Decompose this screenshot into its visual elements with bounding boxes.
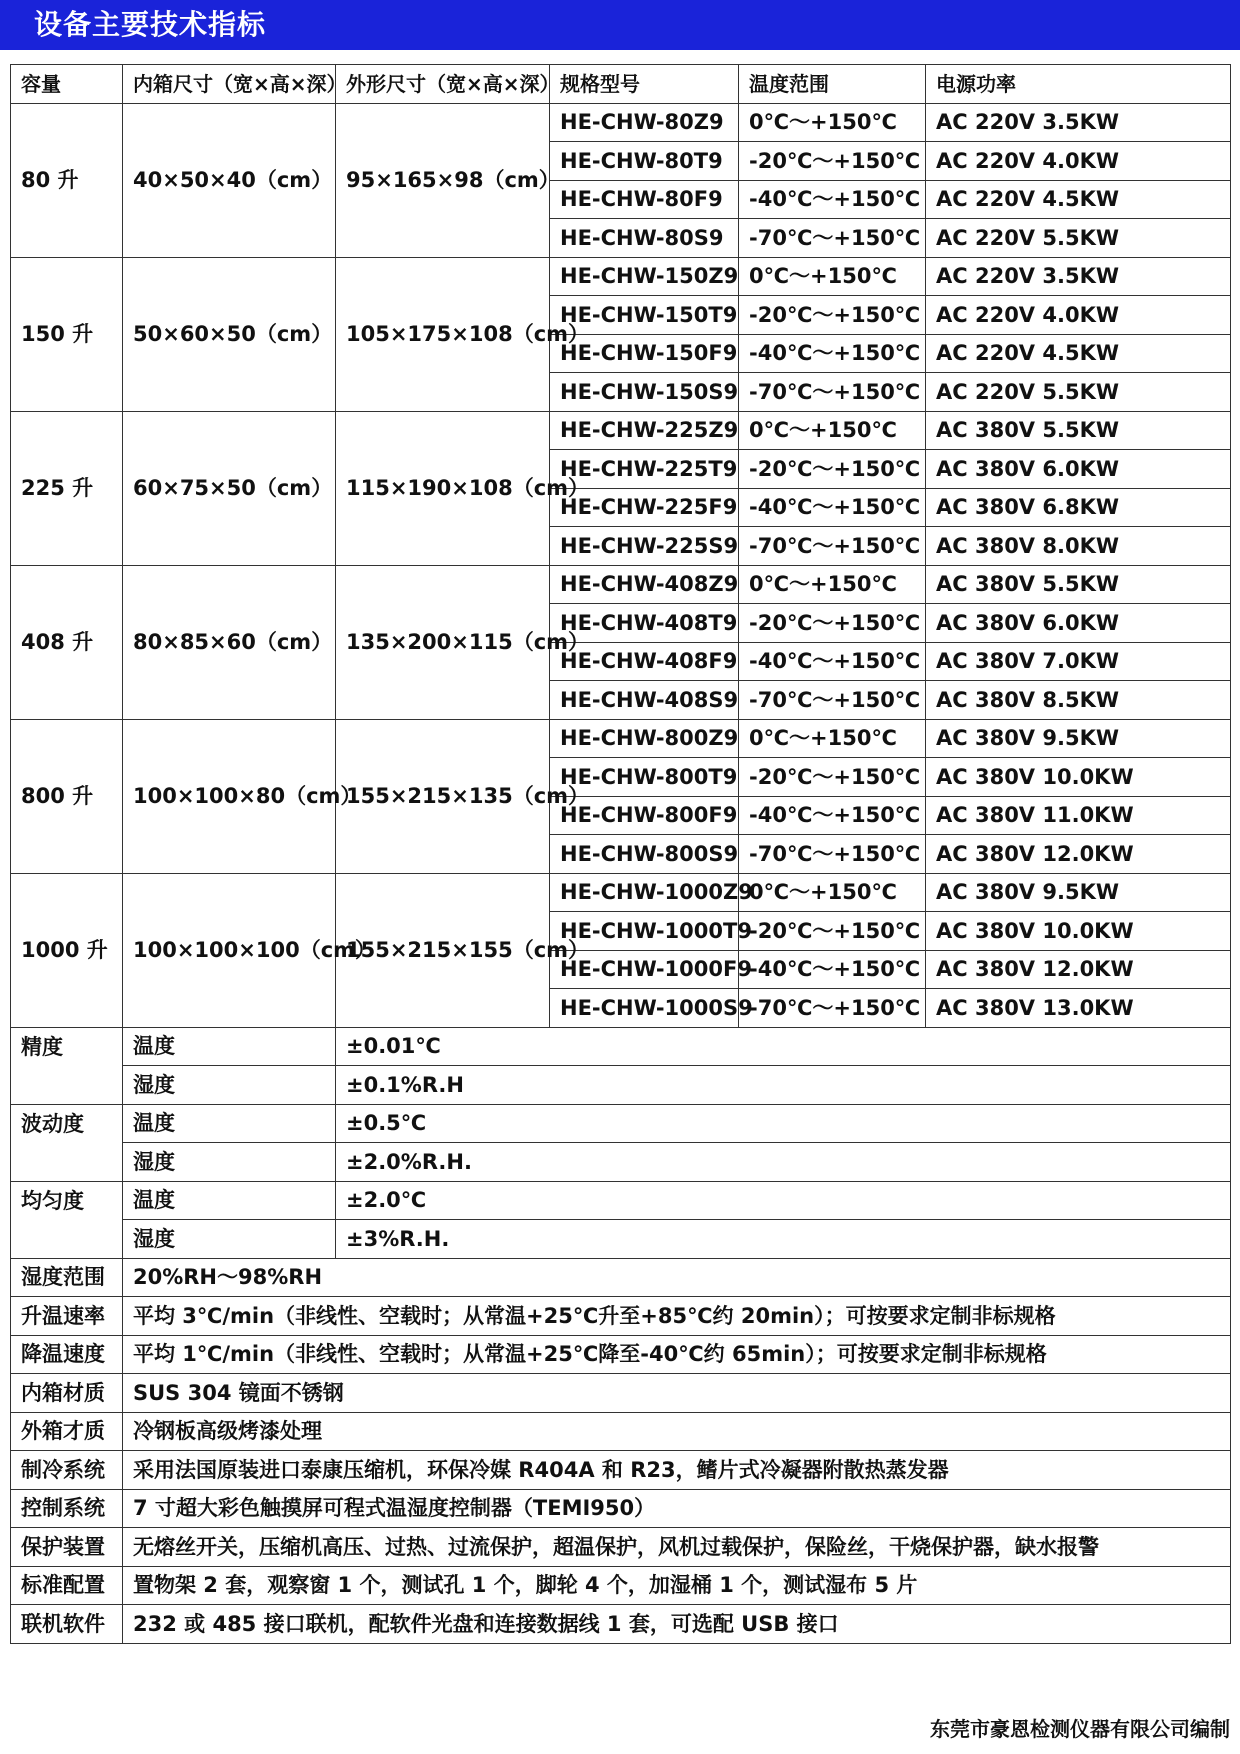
sub-spec-value: ±0.5℃: [336, 1104, 1231, 1143]
power-cell: AC 220V 5.5KW: [926, 219, 1231, 258]
model-cell: HE-CHW-1000Z9: [550, 873, 739, 912]
capacity-cell: 150 升: [11, 257, 123, 411]
spec-row: [11, 1451, 1231, 1490]
model-cell: HE-CHW-80Z9: [550, 103, 739, 142]
power-cell: AC 220V 3.5KW: [926, 257, 1231, 296]
model-row: [11, 103, 1231, 142]
column-header: 内箱尺寸（宽×高×深）: [123, 65, 336, 104]
model-cell: HE-CHW-800S9: [550, 835, 739, 874]
temperature-range-cell: -70℃～+150℃: [739, 527, 926, 566]
spec-row: [11, 1605, 1231, 1644]
power-cell: AC 220V 4.5KW: [926, 334, 1231, 373]
power-cell: AC 380V 8.5KW: [926, 681, 1231, 720]
model-cell: HE-CHW-408S9: [550, 681, 739, 720]
power-cell: AC 380V 12.0KW: [926, 950, 1231, 989]
inner-size-cell: 40×50×40（cm）: [123, 103, 336, 257]
header-bar: [0, 0, 1240, 50]
spec-row: [11, 1297, 1231, 1336]
temperature-range-cell: -70℃～+150℃: [739, 835, 926, 874]
outer-size-cell: 115×190×108（cm）: [336, 411, 550, 565]
power-cell: AC 380V 10.0KW: [926, 758, 1231, 797]
temperature-range-cell: -40℃～+150℃: [739, 642, 926, 681]
spec-row: [11, 1412, 1231, 1451]
sub-spec-row: [11, 1143, 1231, 1182]
spec-row: [11, 1528, 1231, 1567]
model-row: [11, 257, 1231, 296]
sub-spec-name: 湿度: [123, 1220, 336, 1259]
page-title: 设备主要技术指标: [34, 8, 267, 41]
inner-size-cell: 100×100×100（cm）: [123, 873, 336, 1027]
capacity-cell: 800 升: [11, 719, 123, 873]
temperature-range-cell: -70℃～+150℃: [739, 989, 926, 1028]
model-cell: HE-CHW-150Z9: [550, 257, 739, 296]
model-cell: HE-CHW-225Z9: [550, 411, 739, 450]
power-cell: AC 380V 9.5KW: [926, 719, 1231, 758]
spec-row: [11, 1258, 1231, 1297]
model-cell: HE-CHW-150F9: [550, 334, 739, 373]
outer-size-cell: 95×165×98（cm）: [336, 103, 550, 257]
spec-value: 平均 1℃/min（非线性、空载时；从常温+25℃降至-40℃约 65min）；可按要求定制非标规格: [123, 1335, 1231, 1374]
spec-label: 控制系统: [11, 1489, 123, 1528]
outer-size-cell: 155×215×135（cm）: [336, 719, 550, 873]
model-row: [11, 873, 1231, 912]
temperature-range-cell: -40℃～+150℃: [739, 334, 926, 373]
spec-label: 外箱才质: [11, 1412, 123, 1451]
spec-label: 降温速度: [11, 1335, 123, 1374]
temperature-range-cell: -20℃～+150℃: [739, 604, 926, 643]
model-cell: HE-CHW-1000S9: [550, 989, 739, 1028]
inner-size-cell: 100×100×80（cm）: [123, 719, 336, 873]
model-row: [11, 411, 1231, 450]
sub-spec-name: 温度: [123, 1181, 336, 1220]
temperature-range-cell: -20℃～+150℃: [739, 912, 926, 951]
temperature-range-cell: 0℃～+150℃: [739, 257, 926, 296]
sub-spec-name: 温度: [123, 1104, 336, 1143]
column-header: 温度范围: [739, 65, 926, 104]
spec-value: 无熔丝开关，压缩机高压、过热、过流保护，超温保护，风机过载保护，保险丝，干烧保护器，缺水报警: [123, 1528, 1231, 1567]
spec-label: 标准配置: [11, 1566, 123, 1605]
inner-size-cell: 80×85×60（cm）: [123, 565, 336, 719]
spec-label: 内箱材质: [11, 1374, 123, 1413]
outer-size-cell: 135×200×115（cm）: [336, 565, 550, 719]
outer-size-cell: 155×215×155（cm）: [336, 873, 550, 1027]
model-cell: HE-CHW-800Z9: [550, 719, 739, 758]
power-cell: AC 380V 6.0KW: [926, 450, 1231, 489]
model-cell: HE-CHW-408Z9: [550, 565, 739, 604]
spec-table: [10, 64, 1231, 1644]
capacity-cell: 408 升: [11, 565, 123, 719]
power-cell: AC 380V 10.0KW: [926, 912, 1231, 951]
model-cell: HE-CHW-225F9: [550, 488, 739, 527]
power-cell: AC 380V 5.5KW: [926, 411, 1231, 450]
temperature-range-cell: -70℃～+150℃: [739, 219, 926, 258]
sub-spec-label: 精度: [11, 1027, 123, 1104]
model-cell: HE-CHW-408F9: [550, 642, 739, 681]
power-cell: AC 220V 3.5KW: [926, 103, 1231, 142]
table-header-row: [11, 65, 1231, 104]
power-cell: AC 380V 12.0KW: [926, 835, 1231, 874]
column-header: 规格型号: [550, 65, 739, 104]
spec-label: 升温速率: [11, 1297, 123, 1336]
model-cell: HE-CHW-225S9: [550, 527, 739, 566]
model-cell: HE-CHW-1000T9: [550, 912, 739, 951]
power-cell: AC 380V 5.5KW: [926, 565, 1231, 604]
column-header: 容量: [11, 65, 123, 104]
temperature-range-cell: 0℃～+150℃: [739, 103, 926, 142]
sub-spec-row: [11, 1220, 1231, 1259]
temperature-range-cell: 0℃～+150℃: [739, 719, 926, 758]
spec-label: 湿度范围: [11, 1258, 123, 1297]
inner-size-cell: 60×75×50（cm）: [123, 411, 336, 565]
power-cell: AC 380V 6.8KW: [926, 488, 1231, 527]
temperature-range-cell: -20℃～+150℃: [739, 450, 926, 489]
power-cell: AC 220V 4.5KW: [926, 180, 1231, 219]
model-cell: HE-CHW-800F9: [550, 796, 739, 835]
spec-row: [11, 1335, 1231, 1374]
sub-spec-label: 均匀度: [11, 1181, 123, 1258]
power-cell: AC 380V 6.0KW: [926, 604, 1231, 643]
model-cell: HE-CHW-150S9: [550, 373, 739, 412]
sub-spec-label: 波动度: [11, 1104, 123, 1181]
temperature-range-cell: -20℃～+150℃: [739, 142, 926, 181]
sub-spec-value: ±0.1%R.H: [336, 1066, 1231, 1105]
model-cell: HE-CHW-225T9: [550, 450, 739, 489]
sub-spec-name: 湿度: [123, 1066, 336, 1105]
power-cell: AC 220V 5.5KW: [926, 373, 1231, 412]
capacity-cell: 80 升: [11, 103, 123, 257]
sub-spec-value: ±3%R.H.: [336, 1220, 1231, 1259]
spec-value: 7 寸超大彩色触摸屏可程式温湿度控制器（TEMI950）: [123, 1489, 1231, 1528]
model-cell: HE-CHW-800T9: [550, 758, 739, 797]
model-cell: HE-CHW-150T9: [550, 296, 739, 335]
temperature-range-cell: -20℃～+150℃: [739, 296, 926, 335]
spec-label: 制冷系统: [11, 1451, 123, 1490]
sub-spec-name: 湿度: [123, 1143, 336, 1182]
model-cell: HE-CHW-408T9: [550, 604, 739, 643]
temperature-range-cell: 0℃～+150℃: [739, 873, 926, 912]
sub-spec-row: [11, 1027, 1231, 1066]
temperature-range-cell: -40℃～+150℃: [739, 950, 926, 989]
footer-credit: 东莞市豪恩检测仪器有限公司编制: [930, 1717, 1230, 1741]
spec-value: 采用法国原装进口泰康压缩机，环保冷媒 R404A 和 R23，鳍片式冷凝器附散热蒸发器: [123, 1451, 1231, 1490]
spec-value: SUS 304 镜面不锈钢: [123, 1374, 1231, 1413]
model-row: [11, 719, 1231, 758]
power-cell: AC 380V 7.0KW: [926, 642, 1231, 681]
temperature-range-cell: -20℃～+150℃: [739, 758, 926, 797]
temperature-range-cell: -40℃～+150℃: [739, 488, 926, 527]
temperature-range-cell: -40℃～+150℃: [739, 796, 926, 835]
outer-size-cell: 105×175×108（cm）: [336, 257, 550, 411]
power-cell: AC 380V 11.0KW: [926, 796, 1231, 835]
model-cell: HE-CHW-80F9: [550, 180, 739, 219]
temperature-range-cell: -70℃～+150℃: [739, 681, 926, 720]
spec-label: 保护装置: [11, 1528, 123, 1567]
sub-spec-value: ±0.01℃: [336, 1027, 1231, 1066]
spec-row: [11, 1489, 1231, 1528]
spec-value: 232 或 485 接口联机，配软件光盘和连接数据线 1 套，可选配 USB 接口: [123, 1605, 1231, 1644]
power-cell: AC 220V 4.0KW: [926, 142, 1231, 181]
sub-spec-row: [11, 1066, 1231, 1105]
column-header: 电源功率: [926, 65, 1231, 104]
sub-spec-row: [11, 1104, 1231, 1143]
power-cell: AC 220V 4.0KW: [926, 296, 1231, 335]
spec-value: 20%RH～98%RH: [123, 1258, 1231, 1297]
temperature-range-cell: -70℃～+150℃: [739, 373, 926, 412]
capacity-cell: 225 升: [11, 411, 123, 565]
capacity-cell: 1000 升: [11, 873, 123, 1027]
model-row: [11, 565, 1231, 604]
model-cell: HE-CHW-1000F9: [550, 950, 739, 989]
temperature-range-cell: 0℃～+150℃: [739, 565, 926, 604]
temperature-range-cell: -40℃～+150℃: [739, 180, 926, 219]
inner-size-cell: 50×60×50（cm）: [123, 257, 336, 411]
column-header: 外形尺寸（宽×高×深）: [336, 65, 550, 104]
model-cell: HE-CHW-80S9: [550, 219, 739, 258]
model-cell: HE-CHW-80T9: [550, 142, 739, 181]
sub-spec-row: [11, 1181, 1231, 1220]
power-cell: AC 380V 9.5KW: [926, 873, 1231, 912]
spec-label: 联机软件: [11, 1605, 123, 1644]
sub-spec-name: 温度: [123, 1027, 336, 1066]
sub-spec-value: ±2.0℃: [336, 1181, 1231, 1220]
sub-spec-value: ±2.0%R.H.: [336, 1143, 1231, 1182]
temperature-range-cell: 0℃～+150℃: [739, 411, 926, 450]
power-cell: AC 380V 8.0KW: [926, 527, 1231, 566]
spec-value: 冷钢板高级烤漆处理: [123, 1412, 1231, 1451]
power-cell: AC 380V 13.0KW: [926, 989, 1231, 1028]
spec-value: 置物架 2 套，观察窗 1 个，测试孔 1 个，脚轮 4 个，加湿桶 1 个，测试湿布 5 片: [123, 1566, 1231, 1605]
spec-row: [11, 1374, 1231, 1413]
spec-value: 平均 3℃/min（非线性、空载时；从常温+25℃升至+85℃约 20min）；可按要求定制非标规格: [123, 1297, 1231, 1336]
spec-row: [11, 1566, 1231, 1605]
